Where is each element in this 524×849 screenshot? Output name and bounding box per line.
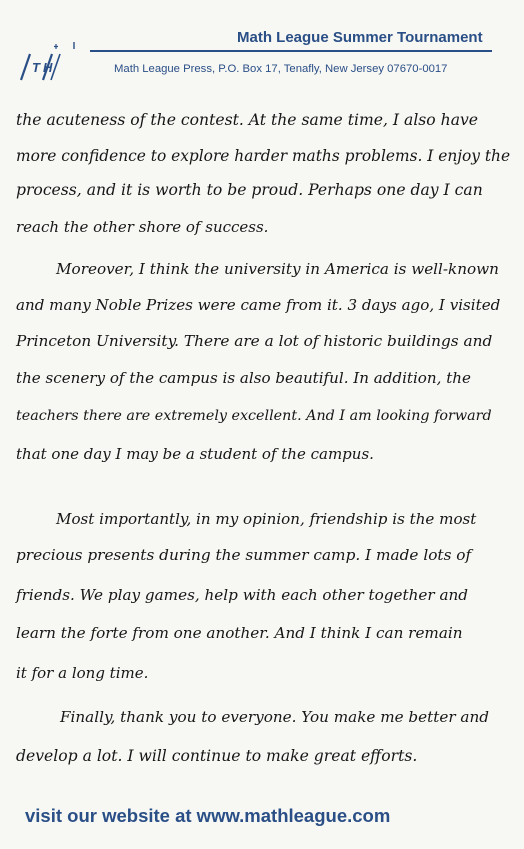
logo-icon xyxy=(16,40,86,86)
letter-line: process, and it is worth to be proud. Perhaps one day I can xyxy=(16,181,483,199)
letter-line: Most importantly, in my opinion, friendship is the most xyxy=(56,510,477,528)
header-divider xyxy=(90,50,492,52)
header-address: Math League Press, P.O. Box 17, Tenafly, New Jersey 07670-0017 xyxy=(114,63,448,75)
logo-letter-t: T xyxy=(32,60,40,75)
letter-line: and many Noble Prizes were came from it. 3 days ago, I visited xyxy=(16,296,501,314)
letter-line: reach the other shore of success. xyxy=(16,218,269,236)
letter-line: develop a lot. I will continue to make great efforts. xyxy=(16,747,418,765)
letter-line: the acuteness of the contest. At the same time, I also have xyxy=(16,111,479,129)
math-league-logo xyxy=(16,40,86,86)
header-title: Math League Summer Tournament xyxy=(237,29,483,46)
letter-line: Princeton University. There are a lot of historic buildings and xyxy=(16,332,493,350)
logo-letter-h: H xyxy=(43,60,53,75)
letter-line: teachers there are extremely excellent. And I am looking forward xyxy=(16,408,492,424)
letter-line: the scenery of the campus is also beautiful. In addition, the xyxy=(16,369,471,387)
letter-line: Moreover, I think the university in America is well-known xyxy=(56,260,499,278)
letter-line: Finally, thank you to everyone. You make me better and xyxy=(60,708,489,726)
website-footer: visit our website at www.mathleague.com xyxy=(25,805,391,826)
letter-line: learn the forte from one another. And I think I can remain xyxy=(16,624,463,642)
letter-line: precious presents during the summer camp. I made lots of xyxy=(16,546,472,564)
letter-line: more confidence to explore harder maths problems. I enjoy the xyxy=(16,147,511,165)
letter-line: friends. We play games, help with each other together and xyxy=(16,586,469,604)
letter-line: it for a long time. xyxy=(16,664,149,682)
letter-line: that one day I may be a student of the campus. xyxy=(16,445,374,463)
